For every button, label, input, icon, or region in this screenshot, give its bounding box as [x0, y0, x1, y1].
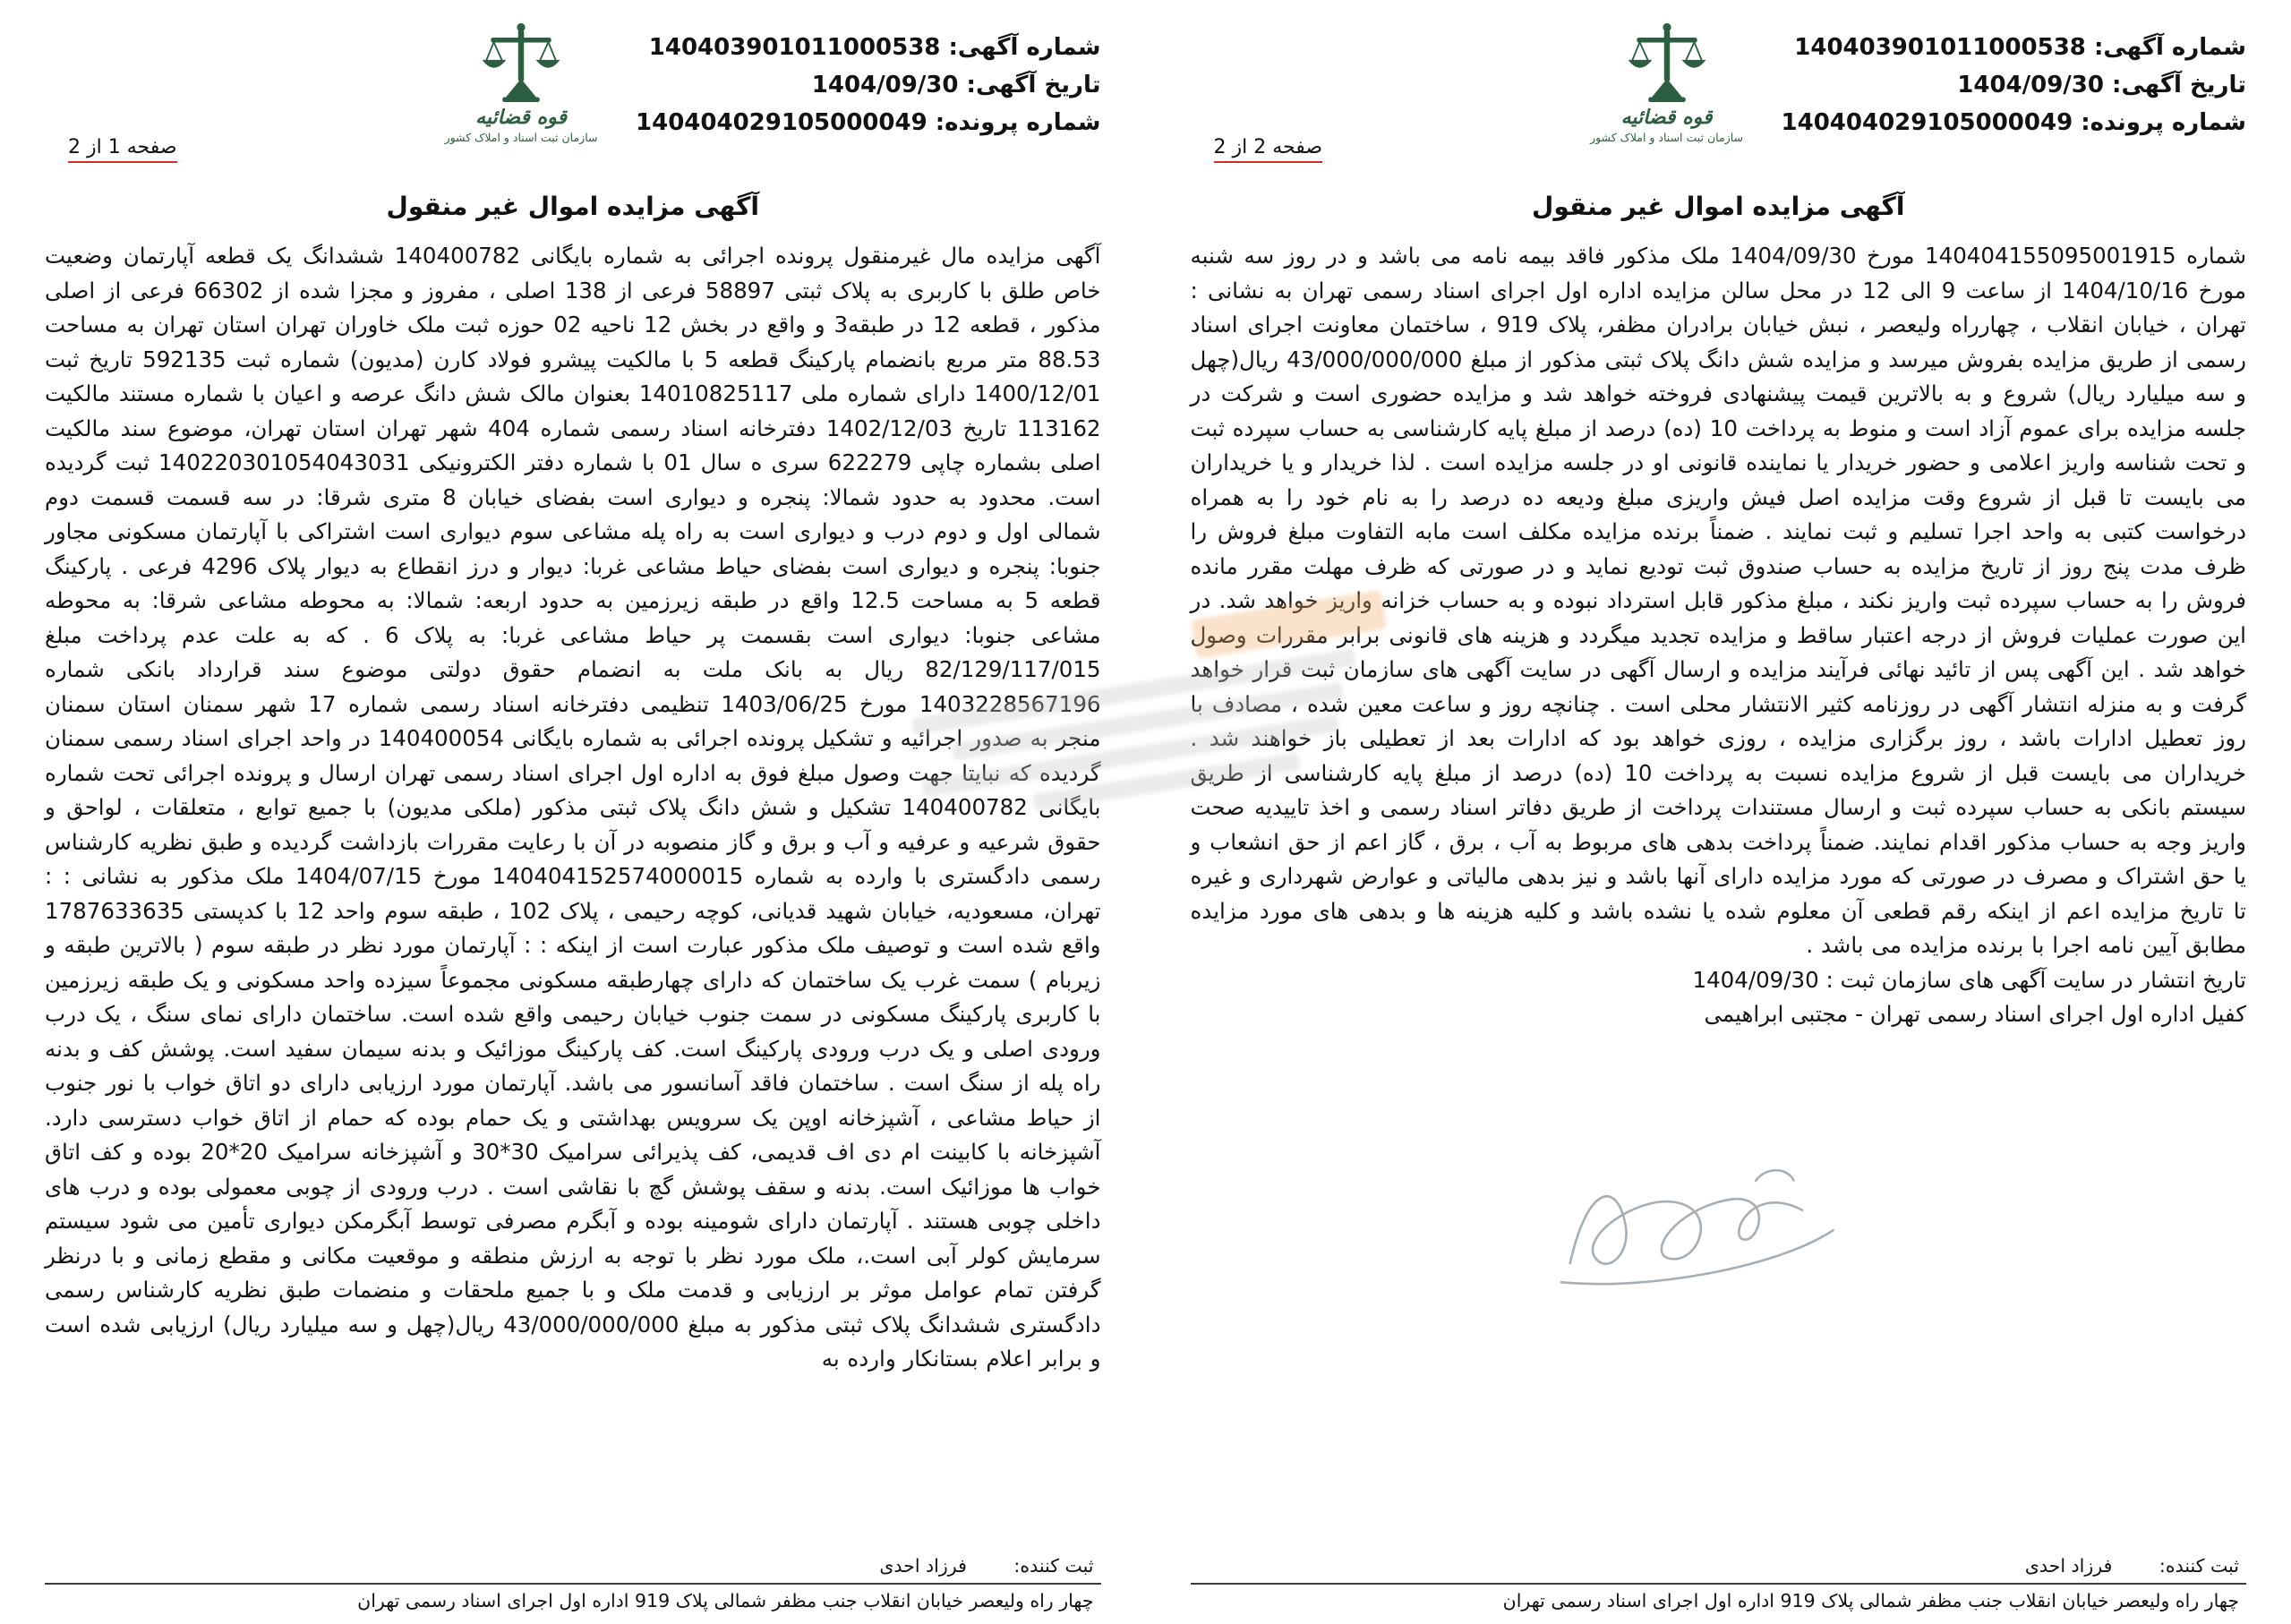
judiciary-logo — [1579, 21, 1755, 145]
page-2 — [1146, 0, 2291, 1624]
ad-number-label: شماره آگهی: — [2093, 34, 2246, 61]
page-2-header — [1191, 21, 2247, 181]
page-title: آگهی مزایده اموال غیر منقول — [386, 192, 759, 221]
page-indicator: صفحه 1 از 2 — [68, 136, 177, 163]
registrar-name: فرزاد احدی — [2024, 1555, 2113, 1577]
case-number-label: شماره پرونده: — [2081, 109, 2246, 136]
office-address: چهار راه ولیعصر خیابان انقلاب جنب مظفر شمالی پلاک 919 اداره اول اجرای اسناد رسمی تهران — [357, 1590, 1094, 1611]
header-right-group — [1579, 21, 2246, 145]
scales-of-justice-icon — [479, 21, 563, 107]
ad-date-label: تاریخ آگهی: — [966, 72, 1101, 98]
ad-number-value: 140403901011000538 — [1794, 34, 2086, 61]
signature-scribble-icon — [1527, 1119, 1865, 1313]
office-address: چهار راه ولیعصر خیابان انقلاب جنب مظفر شمالی پلاک 919 اداره اول اجرای اسناد رسمی تهران — [1502, 1590, 2239, 1611]
registrar-label: ثبت کننده: — [2158, 1555, 2239, 1577]
page-1-header — [45, 21, 1101, 181]
header-numbers — [636, 21, 1100, 141]
handwritten-signature — [1527, 1119, 1865, 1313]
case-number-row — [636, 104, 1100, 141]
registrar-row — [45, 1555, 1101, 1583]
judiciary-logo — [433, 21, 609, 145]
org-name: قوه قضائیه — [475, 107, 567, 129]
registrar-label: ثبت کننده: — [1013, 1555, 1094, 1577]
header-numbers — [1782, 21, 2246, 141]
ad-number-value: 140403901011000538 — [648, 34, 941, 61]
org-subtitle: سازمان ثبت اسناد و املاک کشور — [444, 131, 598, 144]
ad-date-row — [636, 66, 1100, 104]
auction-notice-body-page-1: آگهی مزایده مال غیرمنقول پرونده اجرائی به شماره بایگانی 140400782 ششدانگ یک قطعه آپارتمان وضعیت خاص طلق با کاربری به پلاک ثبتی 58897 فرعی از 138 اصلی ، مفروز و مجزا شده از 66302 فرعی از اصلی مذکور ، قطعه 12 در طبقه3 و واقع در بخش 12 ناحیه 02 حوزه ثبت ملک خاوران تهران استان تهران به مساحت 88.53 متر مربع بانضمام پارکینگ قطعه 5 با مالکیت پیشرو فولاد کارن (مدیون) شماره ثبت 592135 تاریخ ثبت 1400/12/01 دارای شماره ملی 14010825117 بعنوان مالک شش دانگ عرصه و اعیان با شماره مستند مالکیت 113162 تاریخ 1402/12/03 دفترخانه اسناد رسمی شماره 404 شهر تهران استان تهران، موضوع سند مالکیت اصلی بشماره چاپی 622279 سری ه سال 01 با شماره دفتر الکترونیکی 140220301054043031 ثبت گردیده است. محدود به حدود شمالا: پنجره و دیواری است بفضای خیابان 8 متری شرقا: در سه قسمت قسمت دوم شمالی اول و دوم درب و دیواری است به راه پله مشاعی سوم دیواری است اشتراکی با آپارتمان مسکونی مجاور جنوبا: پنجره و دیواری است بفضای حیاط مشاعی غربا: دیوار و درز انقطاع به دیوار پلاک 4296 فرعی . پارکینگ قطعه 5 به مساحت 12.5 واقع در طبقه زیرزمین به حدود اربعه: شمالا: به محوطه مشاعی شرقا: به محوطه مشاعی جنوبا: دیواری است بقسمت پر حیاط مشاعی غربا: به پلاک 6 . که به علت عدم پرداخت مبلغ 82/129/117/015 ریال به بانک ملت به انضمام حقوق دولتی موضوع سند قرارداد بانکی شماره 1403228567196 مورخ 1403/06/25 تنظیمی دفترخانه اسناد رسمی شماره 17 شهر سمنان استان سمنان منجر به صدور اجرائیه و تشکیل پرونده اجرائی به شماره بایگانی 140400054 در واحد اجرای اسناد رسمی سمنان گردیده که نبایتا جهت وصول مبلغ فوق به اداره اول اجرای اسناد رسمی تهران ارسال و پرونده اجرائی تحت شماره بایگانی 140400782 تشکیل و شش دانگ پلاک ثبتی مذکور (ملکی مدیون) با جمیع توابع ، متعلقات ، لواحق و حقوق شرعیه و عرفیه و آب و برق و گاز منصوبه در آن با رعایت مقررات بازداشت گردیده و طبق نظریه کارشناس رسمی دادگستری با وارده به شماره 140404152574000015 مورخ 1404/07/15 ملک مذکور به نشانی : : تهران، مسعودیه، خیابان شهید قدیانی، کوچه رحیمی ، پلاک 102 ، طبقه سوم واحد 12 با کدپستی 1787633635 واقع شده است و توصیف ملک مذکور عبارت است از اینکه : : آپارتمان مورد نظر در طبقه سوم ( بالاترین طبقه و زیربام ) سمت غرب یک ساختمان که دارای چهارطبقه مسکونی مجموعاً سیزده واحد مسکونی و یک طبقه زیرزمین با کاربری پارکینگ مسکونی در سمت جنوب خیابان رحیمی واقع شده است. ساختمان دارای نمای سنگ ، یک درب ورودی اصلی و یک درب ورودی پارکینگ است. کف پارکینگ موزائیک و بدنه سیمان سفید است. پوشش کف و بدنه راه پله از سنگ است . ساختمان فاقد آسانسور می باشد. آپارتمان مورد ارزیابی دارای دو اتاق خواب با نور جنوب از حیاط مشاعی ، آشپزخانه اوپن یک سرویس بهداشتی و یک حمام بوده که حمام از اتاق خواب دسترسی دارد. آشپزخانه با کابینت ام دی اف قدیمی، کف پذیرائی سرامیک 30*30 و آشپزخانه سرامیک 20*20 بوده و کف اتاق خواب ها موزائیک است. بدنه و سقف پوشش گچ با نقاشی است . درب ورودی از چوبی معمولی بوده و درب های داخلی چوبی هستند . آپارتمان دارای شومینه بوده و آبگرم مصرفی توسط آبگرمکن دیواری تأمین می شود سیستم سرمایش کولر آبی است.، ملک مورد نظر با توجه به ارزش منطقه و موقعیت مکانی و مقطع زمانی و با درنظر گرفتن تمام عوامل موثر بر ارزیابی و قدمت ملک و با جمیع ملحقات و منضمات طبق نظریه کارشناس رسمی دادگستری ششدانگ پلاک ثبتی مذکور به مبلغ 43/000/000/000 ریال(چهل و سه میلیارد ریال) ارزیابی شده است و برابر اعلام بستانکار وارده به — [45, 243, 1101, 1372]
org-subtitle: سازمان ثبت اسناد و املاک کشور — [1590, 131, 1743, 144]
case-number-label: شماره پرونده: — [935, 109, 1101, 136]
scales-of-justice-icon — [1625, 21, 1709, 107]
ad-number-row — [636, 29, 1100, 66]
page-1-footer — [45, 1555, 1101, 1613]
case-number-value: 140404029105000049 — [636, 109, 928, 136]
ad-date-value: 1404/09/30 — [811, 72, 959, 98]
ad-date-value: 1404/09/30 — [1957, 72, 2104, 98]
ad-date-label: تاریخ آگهی: — [2112, 72, 2246, 98]
publish-date-line: تاریخ انتشار در سایت آگهی های سازمان ثبت : 1404/09/30 — [1692, 966, 2246, 993]
org-name: قوه قضائیه — [1620, 107, 1713, 129]
page-2-footer — [1191, 1555, 2247, 1613]
header-right-group — [433, 21, 1100, 145]
ad-number-label: شماره آگهی: — [948, 34, 1101, 61]
case-number-value: 140404029105000049 — [1781, 109, 2073, 136]
signoff-line: کفیل اداره اول اجرای اسناد رسمی تهران - مجتبی ابراهیمی — [1704, 1001, 2246, 1027]
ad-number-row — [1782, 29, 2246, 66]
ad-date-row — [1782, 66, 2246, 104]
page-title: آگهی مزایده اموال غیر منقول — [1532, 192, 1905, 221]
registrar-name: فرزاد احدی — [879, 1555, 967, 1577]
case-number-row — [1782, 104, 2246, 141]
registrar-row — [1191, 1555, 2247, 1583]
auction-notice-body-page-2: شماره 140404155095001915 مورخ 1404/09/30 ملک مذکور فاقد بیمه نامه می باشد و در روز سه شنبه مورخ 1404/10/16 از ساعت 9 الی 12 در محل سالن مزایده اداره اول اجرای اسناد رسمی تهران به نشانی : تهران ، خیابان انقلاب ، چهارراه ولیعصر ، نبش خیابان برادران مظفر، پلاک 919 ، ساختمان معاونت اجرای اسناد رسمی از طریق مزایده بفروش میرسد و مزایده شش دانگ پلاک ثبتی مذکور از مبلغ 43/000/000/000 ریال(چهل و سه میلیارد ریال) شروع و به بالاترین قیمت پیشنهادی فروخته خواهد شد و مزایده حضوری است و شرکت در جلسه مزایده برای عموم آزاد است و منوط به پرداخت 10 (ده) درصد از مبلغ پایه کارشناسی به حساب سپرده ثبت و تحت شناسه واریز اعلامی و حضور خریدار یا نماینده قانونی او در جلسه مزایده است . لذا خریدار و یا خریداران می بایست تا قبل از شروع وقت مزایده اصل فیش واریزی مبلغ ودیعه ده درصد را به نام خود را به همراه درخواست کتبی به واحد اجرا تسلیم و ثبت نمایند . ضمناً برنده مزایده مکلف است مابه التفاوت مبلغ فروش را ظرف مدت پنج روز از تاریخ مزایده به حساب صندوق ثبت تودیع نماید و در صورتی که ظرف مهلت مقرر مانده فروش را به حساب سپرده ثبت واریز نکند ، مبلغ مذکور قابل استرداد نبوده و به حساب خزانه واریز خواهد شد. در این صورت عملیات فروش از درجه اعتبار ساقط و مزایده تجدید میگردد و هزینه های قانونی برابر مقررات وصول خواهد شد . این آگهی پس از تائید نهائی فرآیند مزایده و ارسال آگهی در سایت آگهی های سازمان ثبت قرار خواهد گرفت و به منزله انتشار آگهی در روزنامه کثیر الانتشار محلی است . چنانچه روز و ساعت معین شده ، مصادف با روز تعطیل ادارات باشد ، روز برگزاری مزایده ، روزی خواهد بود که ادارات بعد از تعطیلی باز خواهند شد . خریداران می بایست قبل از شروع مزایده نسبت به پرداخت 10 (ده) درصد از مبلغ پایه کارشناسی از طریق سیستم بانکی به حساب سپرده ثبت و ارسال مستندات پرداخت از طریق دفاتر اسناد رسمی و اخذ تاییدیه صحت واریز وجه به حساب مذکور اقدام نمایند. ضمناً پرداخت بدهی های مربوط به آب ، برق ، گاز اعم از حق انشعاب و یا حق اشتراک و مصرف در صورتی که مورد مزایده دارای آنها باشد و نیز بدهی مالیاتی و عوارض شهرداری و غیره تا تاریخ مزایده اعم از اینکه رقم قطعی آن معلوم شده یا نشده باشد و کلیه هزینه ها و بدهی های مورد مزایده مطابق آیین نامه اجرا با برنده مزایده می باشد . — [1190, 243, 2247, 958]
page-indicator: صفحه 2 از 2 — [1214, 136, 1323, 163]
